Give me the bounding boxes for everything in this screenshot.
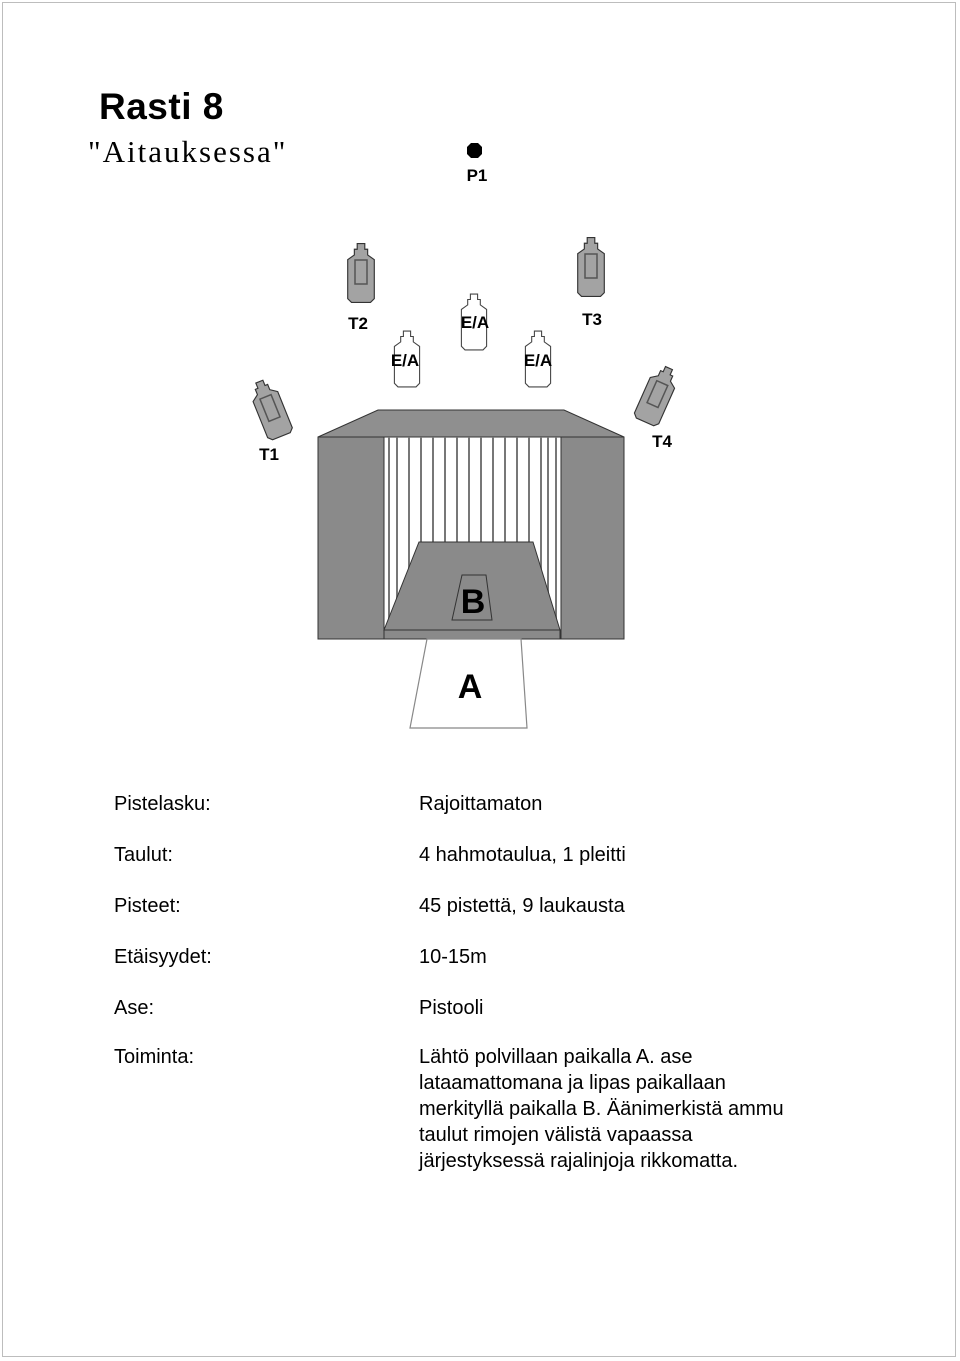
popper-label: P1 xyxy=(466,166,488,185)
scoring-value: Rajoittamaton xyxy=(419,793,543,815)
procedure-label: Toiminta: xyxy=(114,1046,195,1068)
weapon-label: Ase: xyxy=(114,997,155,1019)
target-t2 xyxy=(348,244,375,303)
points-value: 45 pistettä, 9 laukausta xyxy=(419,895,625,917)
target-t4-label: T4 xyxy=(652,432,672,451)
position-a-label: A xyxy=(457,668,483,706)
targets-label: Taulut: xyxy=(114,844,173,866)
popper-target xyxy=(467,143,482,158)
points-label: Pisteet: xyxy=(114,895,181,917)
stage-title: Rasti 8 xyxy=(99,86,224,127)
distances-value: 10-15m xyxy=(419,946,487,968)
procedure-line: järjestyksessä rajalinjoja rikkomatta. xyxy=(419,1150,739,1172)
procedure-line: lataamattomana ja lipas paikallaan xyxy=(419,1072,726,1094)
noshoot-top-label: E/A xyxy=(460,313,490,332)
procedure-text xyxy=(419,1044,939,1174)
target-t4 xyxy=(633,363,681,428)
procedure-line: merkityllä paikalla B. Äänimerkistä ammu xyxy=(419,1098,784,1120)
noshoot-left-label: E/A xyxy=(390,351,420,370)
targets-value: 4 hahmotaulua, 1 pleitti xyxy=(419,844,626,866)
procedure-line: taulut rimojen välistä vapaassa xyxy=(419,1124,693,1146)
noshoot-right-label: E/A xyxy=(523,351,553,370)
target-t3-label: T3 xyxy=(582,310,602,329)
target-t1 xyxy=(247,377,294,442)
stage-subtitle: "Aitauksessa" xyxy=(88,134,288,169)
target-t2-label: T2 xyxy=(348,314,368,333)
target-t3 xyxy=(578,238,605,297)
scoring-label: Pistelasku: xyxy=(114,793,211,815)
procedure-line: Lähtö polvillaan paikalla A. ase xyxy=(419,1046,693,1068)
distances-label: Etäisyydet: xyxy=(114,946,212,968)
weapon-value: Pistooli xyxy=(419,997,484,1019)
target-t1-label: T1 xyxy=(259,445,279,464)
position-b-label: B xyxy=(460,583,486,621)
